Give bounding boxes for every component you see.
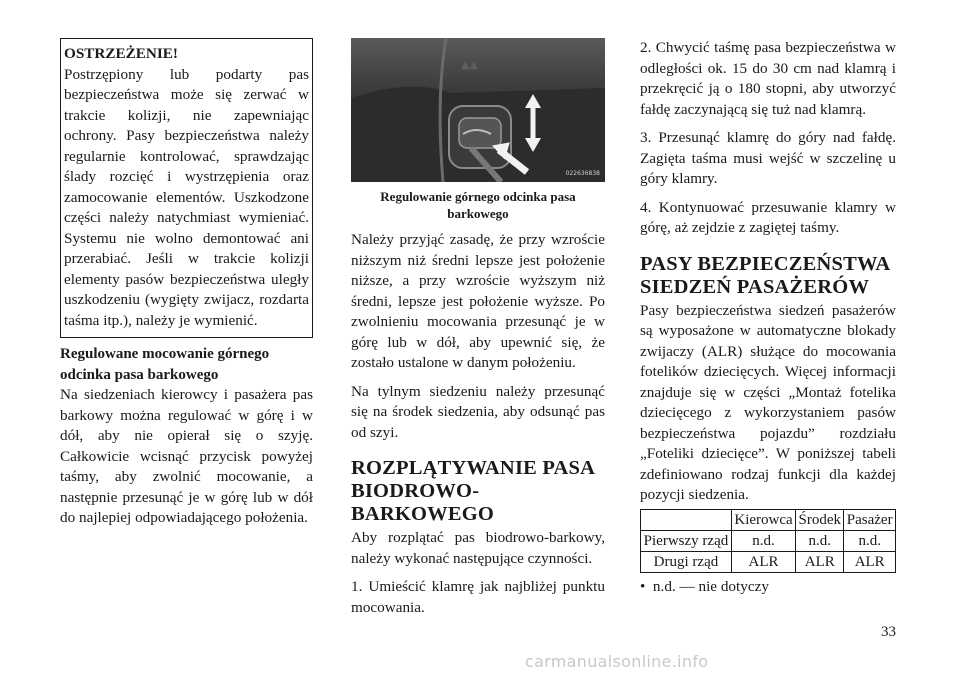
bullet-icon: • [640, 577, 653, 595]
section-subheading: Regulowane mocowanie górnego odcinka pasa barkowego [60, 346, 270, 383]
table-cell: ALR [796, 551, 844, 572]
table-header-cell [641, 509, 732, 530]
alr-table [640, 509, 896, 573]
passenger-belts-heading: PASY BEZPIECZEŃSTWA SIEDZEŃ PASAŻERÓW [640, 252, 890, 298]
table-row [641, 551, 896, 572]
step-1: 1. Umieścić klamrę jak najbliżej punktu mocowania. [351, 578, 605, 616]
table-cell: n.d. [731, 530, 795, 551]
figure-code: 022636838 [565, 170, 600, 177]
warning-box [60, 38, 313, 338]
middle-column [351, 38, 605, 618]
height-rule-paragraph: Należy przyjąć zasadę, że przy wzroście niższym niż średni lepsze jest położenie niższe, a przy wzroście wyższym niż średni, lepsze jest położenie wyższe. Po zwolnieniu mocowania przesunąć je w górę lub w dół, aby upewnić się, że zostało ustalone w danym położeniu. [351, 231, 605, 371]
adjustment-paragraph: Na siedzeniach kierowcy i pasażera pas barkowy można regulować w górę i w dół, aby nie opierał się o szyję. Całkowicie wcisnąć przycisk powyżej taśmy, aby zwolnić mocowanie, a następnie przesunąć je w górę lub w dół do najlepiej odpowiadającego położenia. [60, 386, 313, 526]
footnote-text: n.d. — nie dotyczy [652, 577, 769, 595]
table-header-cell: Środek [796, 509, 844, 530]
anchorage-illustration [351, 38, 605, 182]
table-cell: Pierwszy rząd [641, 530, 732, 551]
step-4: 4. Kontynuować przesuwanie klamry w górę, aż zejdzie z zagiętej taśmy. [640, 198, 896, 236]
right-column [640, 38, 896, 597]
table-header-row [641, 509, 896, 530]
warning-title: OSTRZEŻENIE! [64, 45, 178, 62]
svg-text:▲▲: ▲▲ [461, 58, 478, 71]
table-cell: ALR [731, 551, 795, 572]
table-footnote [640, 577, 896, 597]
table-cell: n.d. [844, 530, 896, 551]
warning-text: Postrzępiony lub podarty pas bezpieczeństwa może się zerwać w trakcie kolizji, nie zapewniając ochrony. Pasy bezpieczeństwa należy regularnie kontrolować, sprawdzając ślady rozcięć i wystrzępienia oraz zamocowanie elementów. Uszkodzone części należy natychmiast wymieniać. Systemu nie wolno demontować ani przerabiać. Jeśli w trakcie kolizji elementy pasów bezpieczeństwa uległy uszkodzeniu (wygięty zwijacz, rozdarta taśma itp.), należy je wymienić. [64, 65, 309, 329]
table-cell: n.d. [796, 530, 844, 551]
rear-seat-paragraph: Na tylnym siedzeniu należy przesunąć się na środek siedzenia, aby odsunąć pas od szyi. [351, 382, 605, 441]
table-header-cell: Pasażer [844, 509, 896, 530]
shoulder-belt-figure [351, 38, 605, 182]
step-3: 3. Przesunąć klamrę do góry nad fałdę. Zagięta taśma musi wejść w szczelinę u góry klamry. [640, 129, 896, 187]
table-row [641, 530, 896, 551]
passenger-belts-paragraph: Pasy bezpieczeństwa siedzeń pasażerów są wyposażone w automatyczne blokady zwijaczy (ALR) służące do mocowania fotelików dziecięcych. Więcej informacji znajduje się w części „Montaż fotelika dziecięcego z wykorzystaniem pasów bezpieczeństwa pojazdu” rozdziału „Foteliki dziecięce”. W poniższej tabeli zdefiniowano rodzaj funkcji dla każdej pozycji siedzenia. [640, 301, 896, 503]
figure-caption: Regulowanie górnego odcinka pasa barkowego [380, 189, 576, 221]
table-header-cell: Kierowca [731, 509, 795, 530]
watermark: carmanualsonline.info [525, 652, 709, 671]
page-number: 33 [881, 624, 896, 640]
table-cell: ALR [844, 551, 896, 572]
untwisting-intro: Aby rozplątać pas biodrowo-barkowy, należy wykonać następujące czynności. [351, 529, 605, 567]
left-column [60, 38, 313, 529]
table-cell: Drugi rząd [641, 551, 732, 572]
untwisting-heading: ROZPLĄTYWANIE PASA BIODROWO-BARKOWEGO [351, 457, 594, 525]
step-2: 2. Chwycić taśmę pasa bezpieczeństwa w odległości ok. 15 do 30 cm nad klamrą i przekręcić ją o 180 stopni, aby utworzyć fałdę zaczynającą się tuż nad klamrą. [640, 39, 896, 118]
